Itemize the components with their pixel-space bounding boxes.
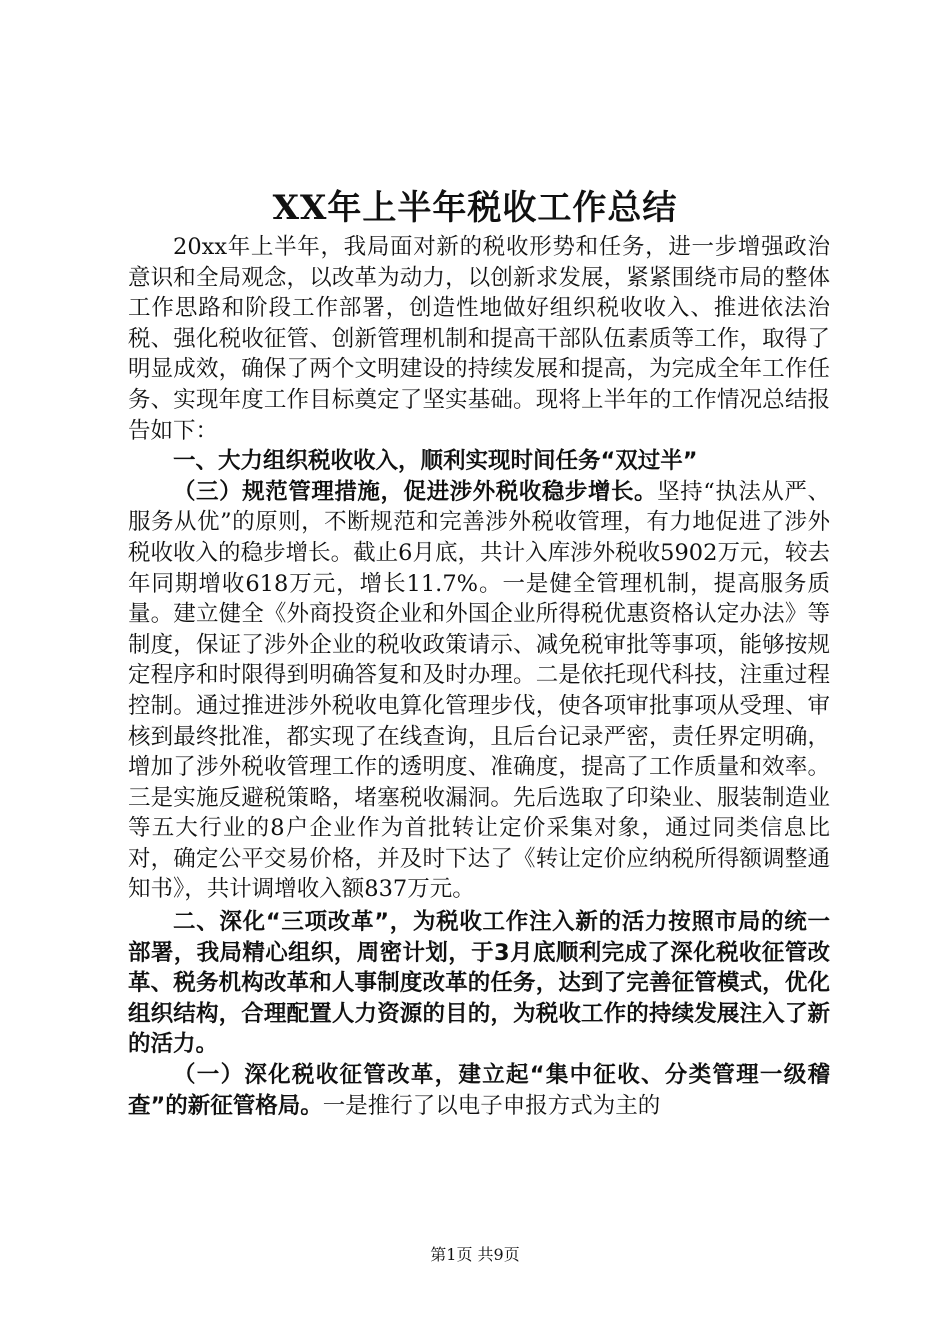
section-1-sub-paragraph (128, 477, 830, 905)
intro-paragraph: 20xx年上半年，我局面对新的税收形势和任务，进一步增强政治意识和全局观念，以改革为动力，以创新求发展，紧紧围绕市局的整体工作思路和阶段工作部署，创造性地做好组织税收收入、推进依法治税、强化税收征管、创新管理机制和提高干部队伍素质等工作，取得了明显成效，确保了两个文明建设的持续发展和提高，为完成全年工作任务、实现年度工作目标奠定了坚实基础。现将上半年的工作情况总结报告如下： (128, 234, 830, 444)
section-1-sub-heading: （三）规范管理措施，促进涉外税收稳步增长。 (173, 478, 658, 505)
section-2-sub-paragraph (128, 1060, 830, 1121)
section-1-heading: 一、大力组织税收收入，顺利实现时间任务“双过半” (173, 448, 698, 475)
page-footer: 第1页 共9页 (430, 1245, 520, 1264)
document-body (128, 232, 830, 1121)
section-1-sub-body: 坚持“执法从严、服务从优”的原则，不断规范和完善涉外税收管理，有力地促进了涉外税收收入的稳步增长。截止6月底，共计入库涉外税收5902万元，较去年同期增收618万元，增长11.7%。一是健全管理机制，提高服务质量。建立健全《外商投资企业和外国企业所得税优惠资格认定办法》等制度，保证了涉外企业的税收政策请示、减免税审批等事项，能够按规定程序和时限得到明确答复和及时办理。二是依托现代科技，注重过程控制。通过推进涉外税收电算化管理步伐，使各项审批事项从受理、审核到最终批准，都实现了在线查询，且后台记录严密，责任界定明确，增加了涉外税收管理工作的透明度、准确度，提高了工作质量和效率。三是实施反避税策略，堵塞税收漏洞。先后选取了印染业、服装制造业等五大行业的8户企业作为首批转让定价采集对象，通过同类信息比对，确定公平交易价格，并及时下达了《转让定价应纳税所得额调整通知书》，共计调增收入额837万元。 (128, 478, 830, 903)
section-2-sub-heading: （一）深化税收征管改革，建立起“集中征收、分类管理一级稽查”的新征管格局。 (128, 1062, 830, 1119)
section-2-paragraph: 二、深化“三项改革”，为税收工作注入新的活力按照市局的统一部署，我局精心组织，周密计划，于3月底顺利完成了深化税收征管改革、税务机构改革和人事制度改革的任务，达到了完善征管模式，优化组织结构，合理配置人力资源的目的，为税收工作的持续发展注入了新的活力。 (128, 909, 830, 1058)
section-2-sub-body: 一是推行了以电子申报方式为主的 (322, 1092, 661, 1119)
document-title: XX年上半年税收工作总结 (272, 188, 678, 228)
